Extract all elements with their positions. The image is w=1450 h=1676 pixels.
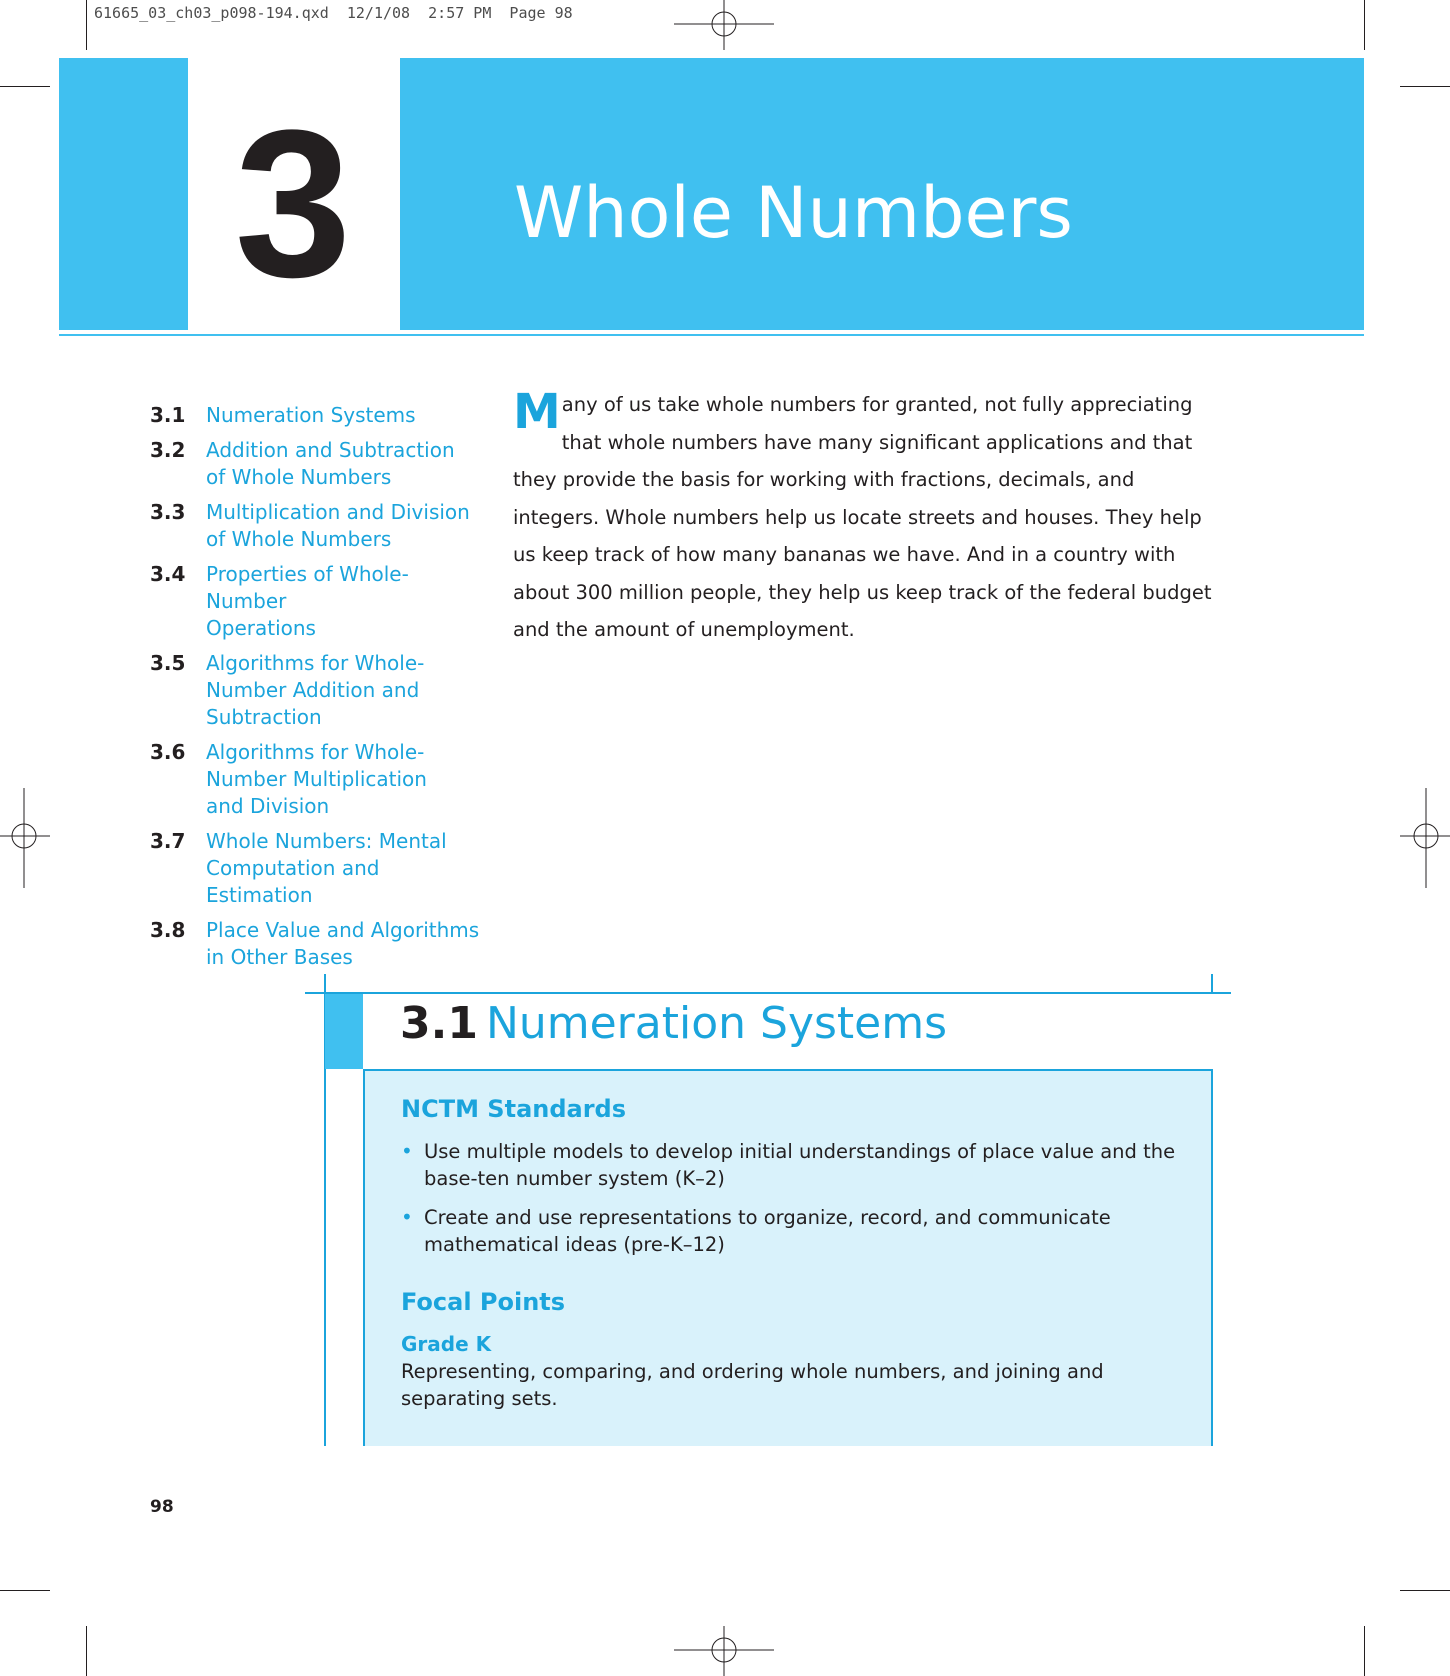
header-rule: [59, 334, 1364, 336]
section-tick: [1211, 974, 1213, 994]
crop-mark: [86, 1626, 87, 1676]
list-item: [401, 1138, 1181, 1192]
toc-number: 3.3: [150, 500, 186, 524]
chapter-number-accent: [59, 58, 188, 330]
focal-points-heading: Focal Points: [401, 1287, 566, 1316]
toc-number: 3.6: [150, 740, 186, 764]
grade-label: Grade K: [401, 1331, 492, 1356]
standards-heading: NCTM Standards: [401, 1095, 627, 1123]
standard-text: Use multiple models to develop initial understandings of place value and the base-ten number system (K–2): [424, 1139, 1176, 1190]
grade-description: Representing, comparing, and ordering whole numbers, and joining and separating sets.: [401, 1359, 1104, 1410]
crop-mark: [1364, 0, 1365, 50]
chapter-title-banner: [400, 58, 1364, 330]
toc-item[interactable]: [150, 917, 480, 971]
toc-link[interactable]: Place Value and Algorithms in Other Bases: [206, 918, 480, 969]
section-number: 3.1: [400, 998, 478, 1049]
toc-link[interactable]: Addition and Subtraction of Whole Numbers: [206, 438, 455, 489]
crop-mark: [0, 1590, 50, 1591]
toc-item[interactable]: [150, 499, 480, 553]
standards-panel: [363, 1071, 1213, 1446]
section-title: Numeration Systems: [485, 998, 948, 1049]
toc-number: 3.7: [150, 829, 186, 853]
toc-item[interactable]: [150, 739, 480, 820]
toc-number: 3.2: [150, 438, 186, 462]
registration-mark-icon: [674, 1626, 774, 1676]
toc-link[interactable]: Algorithms for Whole- Number Addition and Subtraction: [206, 651, 425, 729]
section-heading: [400, 998, 948, 1049]
standards-list: [401, 1138, 1181, 1258]
crop-mark: [1400, 86, 1450, 87]
list-item: [401, 1204, 1181, 1258]
registration-mark-icon: [0, 788, 50, 888]
toc-link[interactable]: Algorithms for Whole- Number Multiplication and Division: [206, 740, 427, 818]
toc-item[interactable]: [150, 402, 480, 429]
intro-paragraph: [513, 386, 1213, 649]
crop-mark: [1400, 1590, 1450, 1591]
drop-cap: M: [513, 384, 561, 440]
registration-mark-icon: [674, 0, 774, 50]
toc-link[interactable]: Whole Numbers: Mental Computation and Estimation: [206, 829, 447, 907]
toc-number: 3.4: [150, 562, 186, 586]
crop-mark: [0, 86, 50, 87]
toc-item[interactable]: [150, 650, 480, 731]
crop-mark: [1364, 1626, 1365, 1676]
crop-mark: [86, 0, 87, 50]
toc-number: 3.5: [150, 651, 186, 675]
toc-link[interactable]: Numeration Systems: [206, 403, 416, 427]
section-top-rule: [305, 992, 1231, 994]
standards-panel-content: [401, 1095, 1181, 1412]
toc-number: 3.8: [150, 918, 186, 942]
chapter-title: Whole Numbers: [514, 172, 1073, 254]
chapter-contents: [150, 402, 480, 979]
toc-number: 3.1: [150, 403, 186, 427]
toc-item[interactable]: [150, 561, 480, 642]
toc-item[interactable]: [150, 437, 480, 491]
standard-text: Create and use representations to organize, record, and communicate mathematical ideas (pre-K–12): [424, 1205, 1111, 1256]
toc-item[interactable]: [150, 828, 480, 909]
section-accent: [325, 994, 363, 1069]
file-slug: 61665_03_ch03_p098-194.qxd 12/1/08 2:57 PM Page 98: [94, 4, 573, 22]
registration-mark-icon: [1400, 788, 1450, 888]
page-number: 98: [150, 1497, 174, 1517]
bullet-icon: •: [401, 1204, 413, 1229]
bullet-icon: •: [401, 1138, 413, 1163]
toc-link[interactable]: Properties of Whole-Number Operations: [206, 562, 409, 640]
intro-text: any of us take whole numbers for granted, not fully appreciating that whole numbers have many significant applications and that they provide the basis for working with fractions, decimals, and integers. Whole numbers help us locate streets and houses. They help us keep track of how many bananas we have. And in a country with about 300 million people, they help us keep track of the federal budget and the amount of unemployment.: [513, 393, 1212, 641]
chapter-number: 3: [234, 86, 352, 321]
section-tick: [324, 974, 326, 994]
toc-link[interactable]: Multiplication and Division of Whole Numbers: [206, 500, 470, 551]
